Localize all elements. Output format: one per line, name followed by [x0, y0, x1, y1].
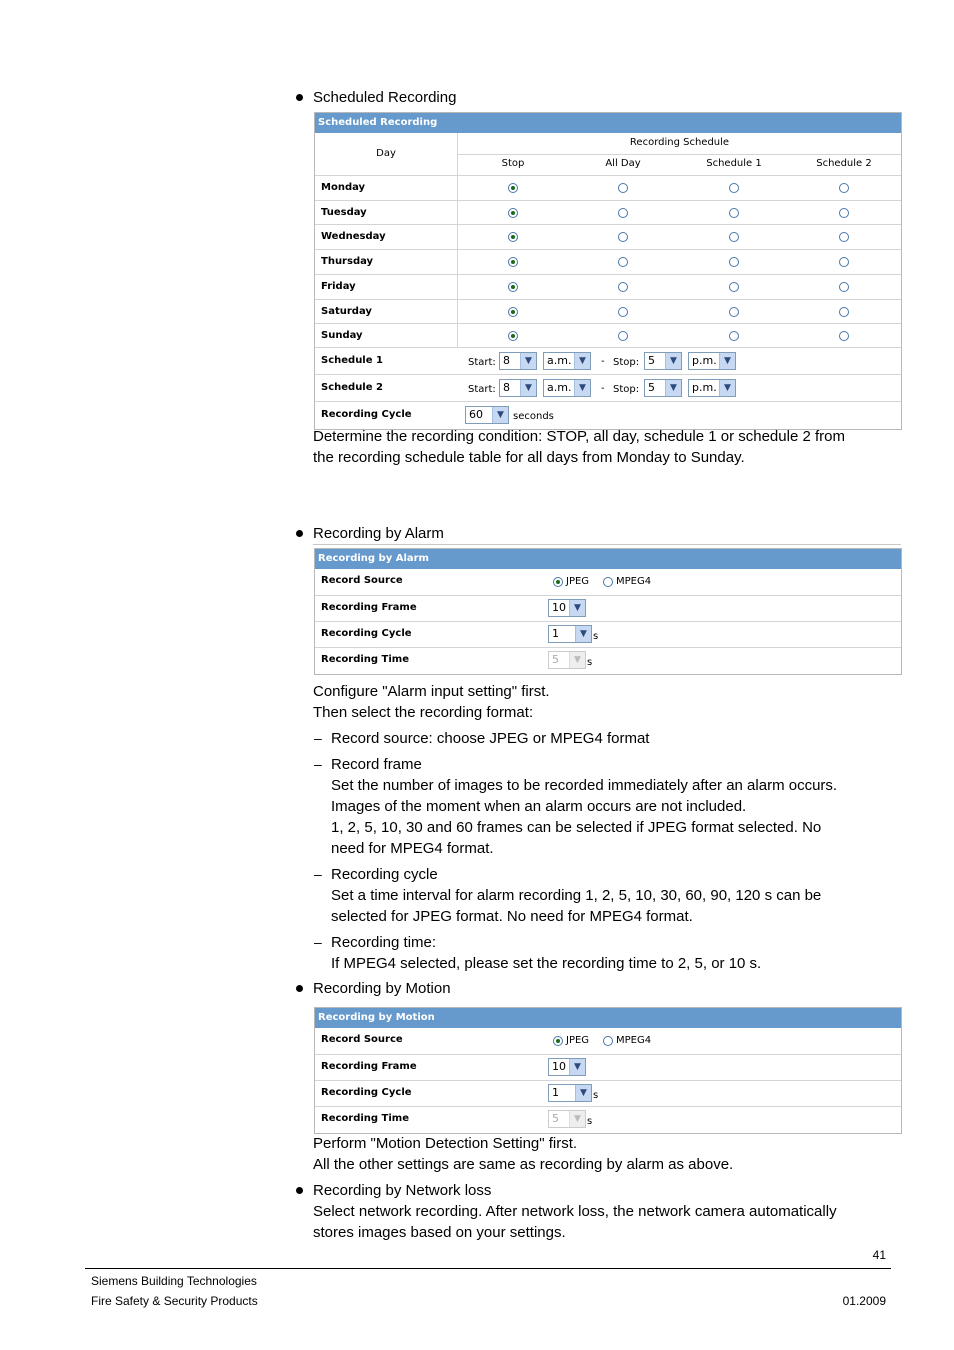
chevron-down-icon: ▼: [575, 1085, 591, 1101]
day-label: Thursday: [321, 256, 374, 268]
chevron-down-icon: ▼: [665, 380, 681, 396]
schedule-radio-schedule-1[interactable]: [729, 257, 739, 267]
scheduled-recording-panel: [314, 112, 902, 430]
chevron-down-icon: ▼: [492, 407, 508, 423]
seconds-unit: s: [587, 657, 593, 668]
schedule-radio-stop[interactable]: [508, 183, 518, 193]
schedule-radio-schedule-2[interactable]: [839, 282, 849, 292]
alarm-item-recording-time-title: Recording time:: [331, 934, 437, 951]
schedule-radio-all-day[interactable]: [618, 307, 628, 317]
schedule-radio-stop[interactable]: [508, 282, 518, 292]
chevron-down-icon: ▼: [569, 1059, 585, 1075]
recording-time-label: Recording Time: [321, 1113, 410, 1124]
schedule-radio-all-day[interactable]: [618, 232, 628, 242]
range-dash: -: [601, 383, 605, 394]
scheduled-description-line-1: Determine the recording condition: STOP, all day, schedule 1 or schedule 2 from: [313, 428, 845, 445]
schedule-radio-schedule-1[interactable]: [729, 208, 739, 218]
schedule-radio-all-day[interactable]: [618, 331, 628, 341]
schedule-radio-schedule-2[interactable]: [839, 208, 849, 218]
alarm-item-recording-cycle-line-2: selected for JPEG format. No need for MPEG4 format.: [331, 908, 693, 925]
footer-company: Siemens Building Technologies: [91, 1274, 257, 1288]
recording-time-label: Recording Time: [321, 654, 410, 665]
schedule-radio-all-day[interactable]: [618, 257, 628, 267]
column-header-schedule-1: Schedule 1: [706, 158, 762, 169]
day-row: [315, 175, 901, 200]
bullet-icon: [296, 94, 303, 101]
chevron-down-icon: ▼: [574, 380, 590, 396]
chevron-down-icon: ▼: [520, 380, 536, 396]
schedule-radio-schedule-1[interactable]: [729, 183, 739, 193]
day-row: [315, 274, 901, 299]
schedule-1-stop-hour-select[interactable]: 5 ▼: [644, 352, 682, 370]
chevron-down-icon: ▼: [719, 353, 735, 369]
jpeg-radio[interactable]: [553, 1036, 563, 1046]
schedule-radio-stop[interactable]: [508, 257, 518, 267]
chevron-down-icon: ▼: [569, 652, 585, 668]
schedule-radio-schedule-1[interactable]: [729, 282, 739, 292]
recording-cycle-label: Recording Cycle: [321, 1087, 412, 1098]
chevron-down-icon: ▼: [574, 353, 590, 369]
section-heading-motion: Recording by Motion: [313, 980, 451, 997]
schedule-1-start-ampm-select[interactable]: a.m. ▼: [543, 352, 591, 370]
day-label: Saturday: [321, 305, 372, 317]
motion-note-line-1: Perform "Motion Detection Setting" first.: [313, 1135, 578, 1152]
schedule-radio-schedule-1[interactable]: [729, 331, 739, 341]
recording-time-select: 5 ▼: [548, 1110, 586, 1128]
bullet-icon: [296, 530, 303, 537]
alarm-item-record-frame-line-1: Set the number of images to be recorded immediately after an alarm occurs.: [331, 777, 838, 794]
schedule-2-start-ampm-select[interactable]: a.m. ▼: [543, 379, 591, 397]
day-label: Friday: [321, 280, 356, 292]
column-header-schedule-2: Schedule 2: [816, 158, 872, 169]
recording-by-motion-panel: [314, 1007, 902, 1134]
dash-marker: –: [314, 934, 322, 950]
alarm-item-recording-cycle-title: Recording cycle: [331, 866, 438, 883]
schedule-2-stop-ampm-select[interactable]: p.m. ▼: [688, 379, 736, 397]
start-label: Start:: [468, 357, 496, 368]
dash-marker: –: [314, 756, 322, 772]
mpeg4-option-label: MPEG4: [616, 1035, 652, 1046]
recording-frame-label: Recording Frame: [321, 602, 417, 613]
schedule-radio-schedule-2[interactable]: [839, 183, 849, 193]
day-row: [315, 323, 901, 348]
mpeg4-option-label: MPEG4: [616, 576, 652, 587]
alarm-item-recording-cycle-line-1: Set a time interval for alarm recording 1, 2, 5, 10, 30, 60, 90, 120 s can be: [331, 887, 822, 904]
schedule-radio-schedule-2[interactable]: [839, 232, 849, 242]
recording-cycle-select[interactable]: 1 ▼: [548, 625, 592, 643]
schedule-1-stop-ampm-select[interactable]: p.m. ▼: [688, 352, 736, 370]
schedule-radio-schedule-2[interactable]: [839, 307, 849, 317]
chevron-down-icon: ▼: [569, 600, 585, 616]
jpeg-radio[interactable]: [553, 577, 563, 587]
scheduled-description-line-2: the recording schedule table for all days from Monday to Sunday.: [313, 449, 745, 466]
alarm-intro-line-1: Configure "Alarm input setting" first.: [313, 683, 550, 700]
panel-title: Recording by Motion: [315, 1008, 901, 1028]
day-row: [315, 200, 901, 225]
day-label: Monday: [321, 182, 366, 193]
mpeg4-radio[interactable]: [603, 1036, 613, 1046]
seconds-unit: seconds: [513, 411, 554, 422]
day-label: Sunday: [321, 330, 363, 342]
column-group-header: Recording Schedule: [629, 137, 730, 148]
footer-date: 01.2009: [842, 1294, 886, 1308]
bullet-icon: [296, 1187, 303, 1194]
section-heading-network: Recording by Network loss: [313, 1182, 492, 1199]
schedule-radio-all-day[interactable]: [618, 208, 628, 218]
recording-frame-select[interactable]: 10 ▼: [548, 1058, 586, 1076]
chevron-down-icon: ▼: [569, 1111, 585, 1127]
day-row: [315, 299, 901, 324]
network-line-2: stores images based on your settings.: [313, 1224, 566, 1241]
motion-note-line-2: All the other settings are same as recording by alarm as above.: [313, 1156, 734, 1173]
schedule-2-start-hour-select[interactable]: 8 ▼: [499, 379, 537, 397]
recording-cycle-label: Recording Cycle: [321, 409, 412, 420]
schedule-radio-stop[interactable]: [508, 232, 518, 242]
recording-by-alarm-panel: [314, 548, 902, 675]
stop-label: Stop:: [613, 357, 640, 368]
panel-title: Recording by Alarm: [315, 549, 901, 569]
day-label: Tuesday: [321, 206, 367, 218]
section-heading-scheduled: Scheduled Recording: [313, 89, 457, 106]
section-heading-alarm: Recording by Alarm: [313, 525, 444, 542]
recording-frame-select[interactable]: 10 ▼: [548, 599, 586, 617]
schedule-radio-stop[interactable]: [508, 208, 518, 218]
schedule-radio-schedule-2[interactable]: [839, 257, 849, 267]
jpeg-option-label: JPEG: [566, 576, 590, 587]
jpeg-option-label: JPEG: [566, 1035, 590, 1046]
alarm-item-record-source: Record source: choose JPEG or MPEG4 format: [331, 730, 650, 747]
dash-marker: –: [314, 730, 322, 746]
chevron-down-icon: ▼: [719, 380, 735, 396]
schedule-2-label: Schedule 2: [321, 382, 383, 393]
schedule-radio-all-day[interactable]: [618, 282, 628, 292]
seconds-unit: s: [593, 631, 599, 642]
network-line-1: Select network recording. After network loss, the network camera automatically: [313, 1203, 837, 1220]
chevron-down-icon: ▼: [520, 353, 536, 369]
range-dash: -: [601, 356, 605, 367]
alarm-item-record-frame-line-3: 1, 2, 5, 10, 30 and 60 frames can be selected if JPEG format selected. No: [331, 819, 822, 836]
alarm-item-record-frame-line-2: Images of the moment when an alarm occurs are not included.: [331, 798, 747, 815]
chevron-down-icon: ▼: [575, 626, 591, 642]
seconds-unit: s: [587, 1116, 593, 1127]
recording-cycle-label: Recording Cycle: [321, 628, 412, 639]
schedule-radio-stop[interactable]: [508, 307, 518, 317]
schedule-1-start-hour-select[interactable]: 8 ▼: [499, 352, 537, 370]
seconds-unit: s: [593, 1090, 599, 1101]
footer-divider: [85, 1268, 891, 1269]
alarm-intro-line-2: Then select the recording format:: [313, 704, 534, 721]
schedule-radio-schedule-2[interactable]: [839, 331, 849, 341]
page-number: 41: [872, 1248, 886, 1262]
record-source-label: Record Source: [321, 575, 403, 586]
column-header-day: Day: [376, 148, 396, 159]
chevron-down-icon: ▼: [665, 353, 681, 369]
schedule-radio-schedule-1[interactable]: [729, 232, 739, 242]
recording-frame-label: Recording Frame: [321, 1061, 417, 1072]
schedule-2-stop-hour-select[interactable]: 5 ▼: [644, 379, 682, 397]
recording-time-select: 5 ▼: [548, 651, 586, 669]
alarm-item-record-frame-line-4: need for MPEG4 format.: [331, 840, 494, 857]
schedule-radio-schedule-1[interactable]: [729, 307, 739, 317]
day-row: [315, 249, 901, 274]
schedule-radio-all-day[interactable]: [618, 183, 628, 193]
day-row: [315, 224, 901, 249]
panel-title: Scheduled Recording: [315, 113, 901, 133]
alarm-item-record-frame-title: Record frame: [331, 756, 422, 773]
stop-label: Stop:: [613, 384, 640, 395]
schedule-1-label: Schedule 1: [321, 355, 383, 366]
recording-cycle-select[interactable]: 1 ▼: [548, 1084, 592, 1102]
day-label: Wednesday: [321, 231, 386, 243]
column-header-stop: Stop: [501, 158, 525, 169]
start-label: Start:: [468, 384, 496, 395]
dash-marker: –: [314, 866, 322, 882]
column-header-all-day: All Day: [605, 158, 641, 169]
schedule-radio-stop[interactable]: [508, 331, 518, 341]
mpeg4-radio[interactable]: [603, 577, 613, 587]
bullet-icon: [296, 985, 303, 992]
record-source-label: Record Source: [321, 1034, 403, 1045]
footer-division: Fire Safety & Security Products: [91, 1294, 258, 1308]
recording-cycle-select[interactable]: 60 ▼: [465, 406, 509, 424]
alarm-item-recording-time-line-1: If MPEG4 selected, please set the recording time to 2, 5, or 10 s.: [331, 955, 762, 972]
